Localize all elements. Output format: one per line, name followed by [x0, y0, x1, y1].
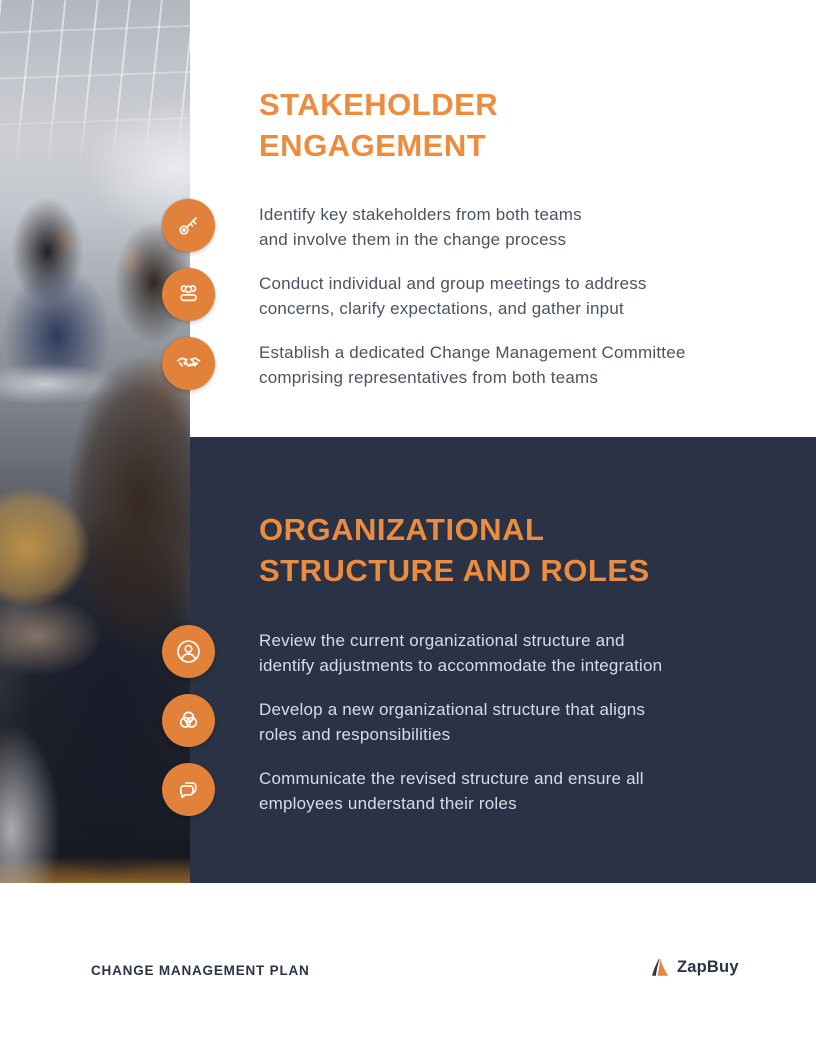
list-item: [259, 340, 686, 390]
venn-diagram-icon: [162, 694, 215, 747]
zapbuy-logo-icon: [649, 957, 671, 978]
list-item: [259, 697, 645, 747]
title-line: ORGANIZATIONAL: [259, 512, 545, 547]
brand-name: ZapBuy: [677, 958, 739, 976]
user-profile-icon: [175, 638, 202, 665]
list-item-line: Communicate the revised structure and ensure all: [259, 769, 644, 788]
chat-bubbles-icon: [175, 776, 202, 803]
list-item-line: concerns, clarify expectations, and gather input: [259, 299, 624, 318]
list-item-line: Establish a dedicated Change Management Committee: [259, 343, 686, 362]
title-line: ENGAGEMENT: [259, 128, 487, 163]
footer-document-title: CHANGE MANAGEMENT PLAN: [91, 963, 310, 978]
list-item-line: Review the current organizational structure and: [259, 631, 625, 650]
list-item: [259, 628, 662, 678]
list-item-line: employees understand their roles: [259, 794, 517, 813]
office-photo: [0, 0, 190, 883]
list-item-line: roles and responsibilities: [259, 725, 451, 744]
title-line: STAKEHOLDER: [259, 87, 499, 122]
venn-diagram-icon: [175, 707, 202, 734]
user-profile-icon: [162, 625, 215, 678]
zapbuy-logo: [649, 957, 739, 978]
list-item: [259, 202, 582, 252]
handshake-icon: [162, 337, 215, 390]
group-meeting-icon: [162, 268, 215, 321]
chat-bubbles-icon: [162, 763, 215, 816]
list-item-line: Develop a new organizational structure that aligns: [259, 700, 646, 719]
list-item-line: identify adjustments to accommodate the integration: [259, 656, 663, 675]
list-item-line: comprising representatives from both teams: [259, 368, 599, 387]
list-item: [259, 271, 647, 321]
title-line: STRUCTURE AND ROLES: [259, 553, 650, 588]
list-item-line: Conduct individual and group meetings to address: [259, 274, 647, 293]
handshake-icon: [175, 350, 202, 377]
list-item-line: Identify key stakeholders from both teams: [259, 205, 582, 224]
list-item: [259, 766, 644, 816]
key-icon: [175, 212, 202, 239]
list-item-line: and involve them in the change process: [259, 230, 567, 249]
section-title-organizational-structure: [259, 509, 650, 591]
section-title-stakeholder-engagement: [259, 84, 498, 166]
group-meeting-icon: [175, 281, 202, 308]
key-icon: [162, 199, 215, 252]
